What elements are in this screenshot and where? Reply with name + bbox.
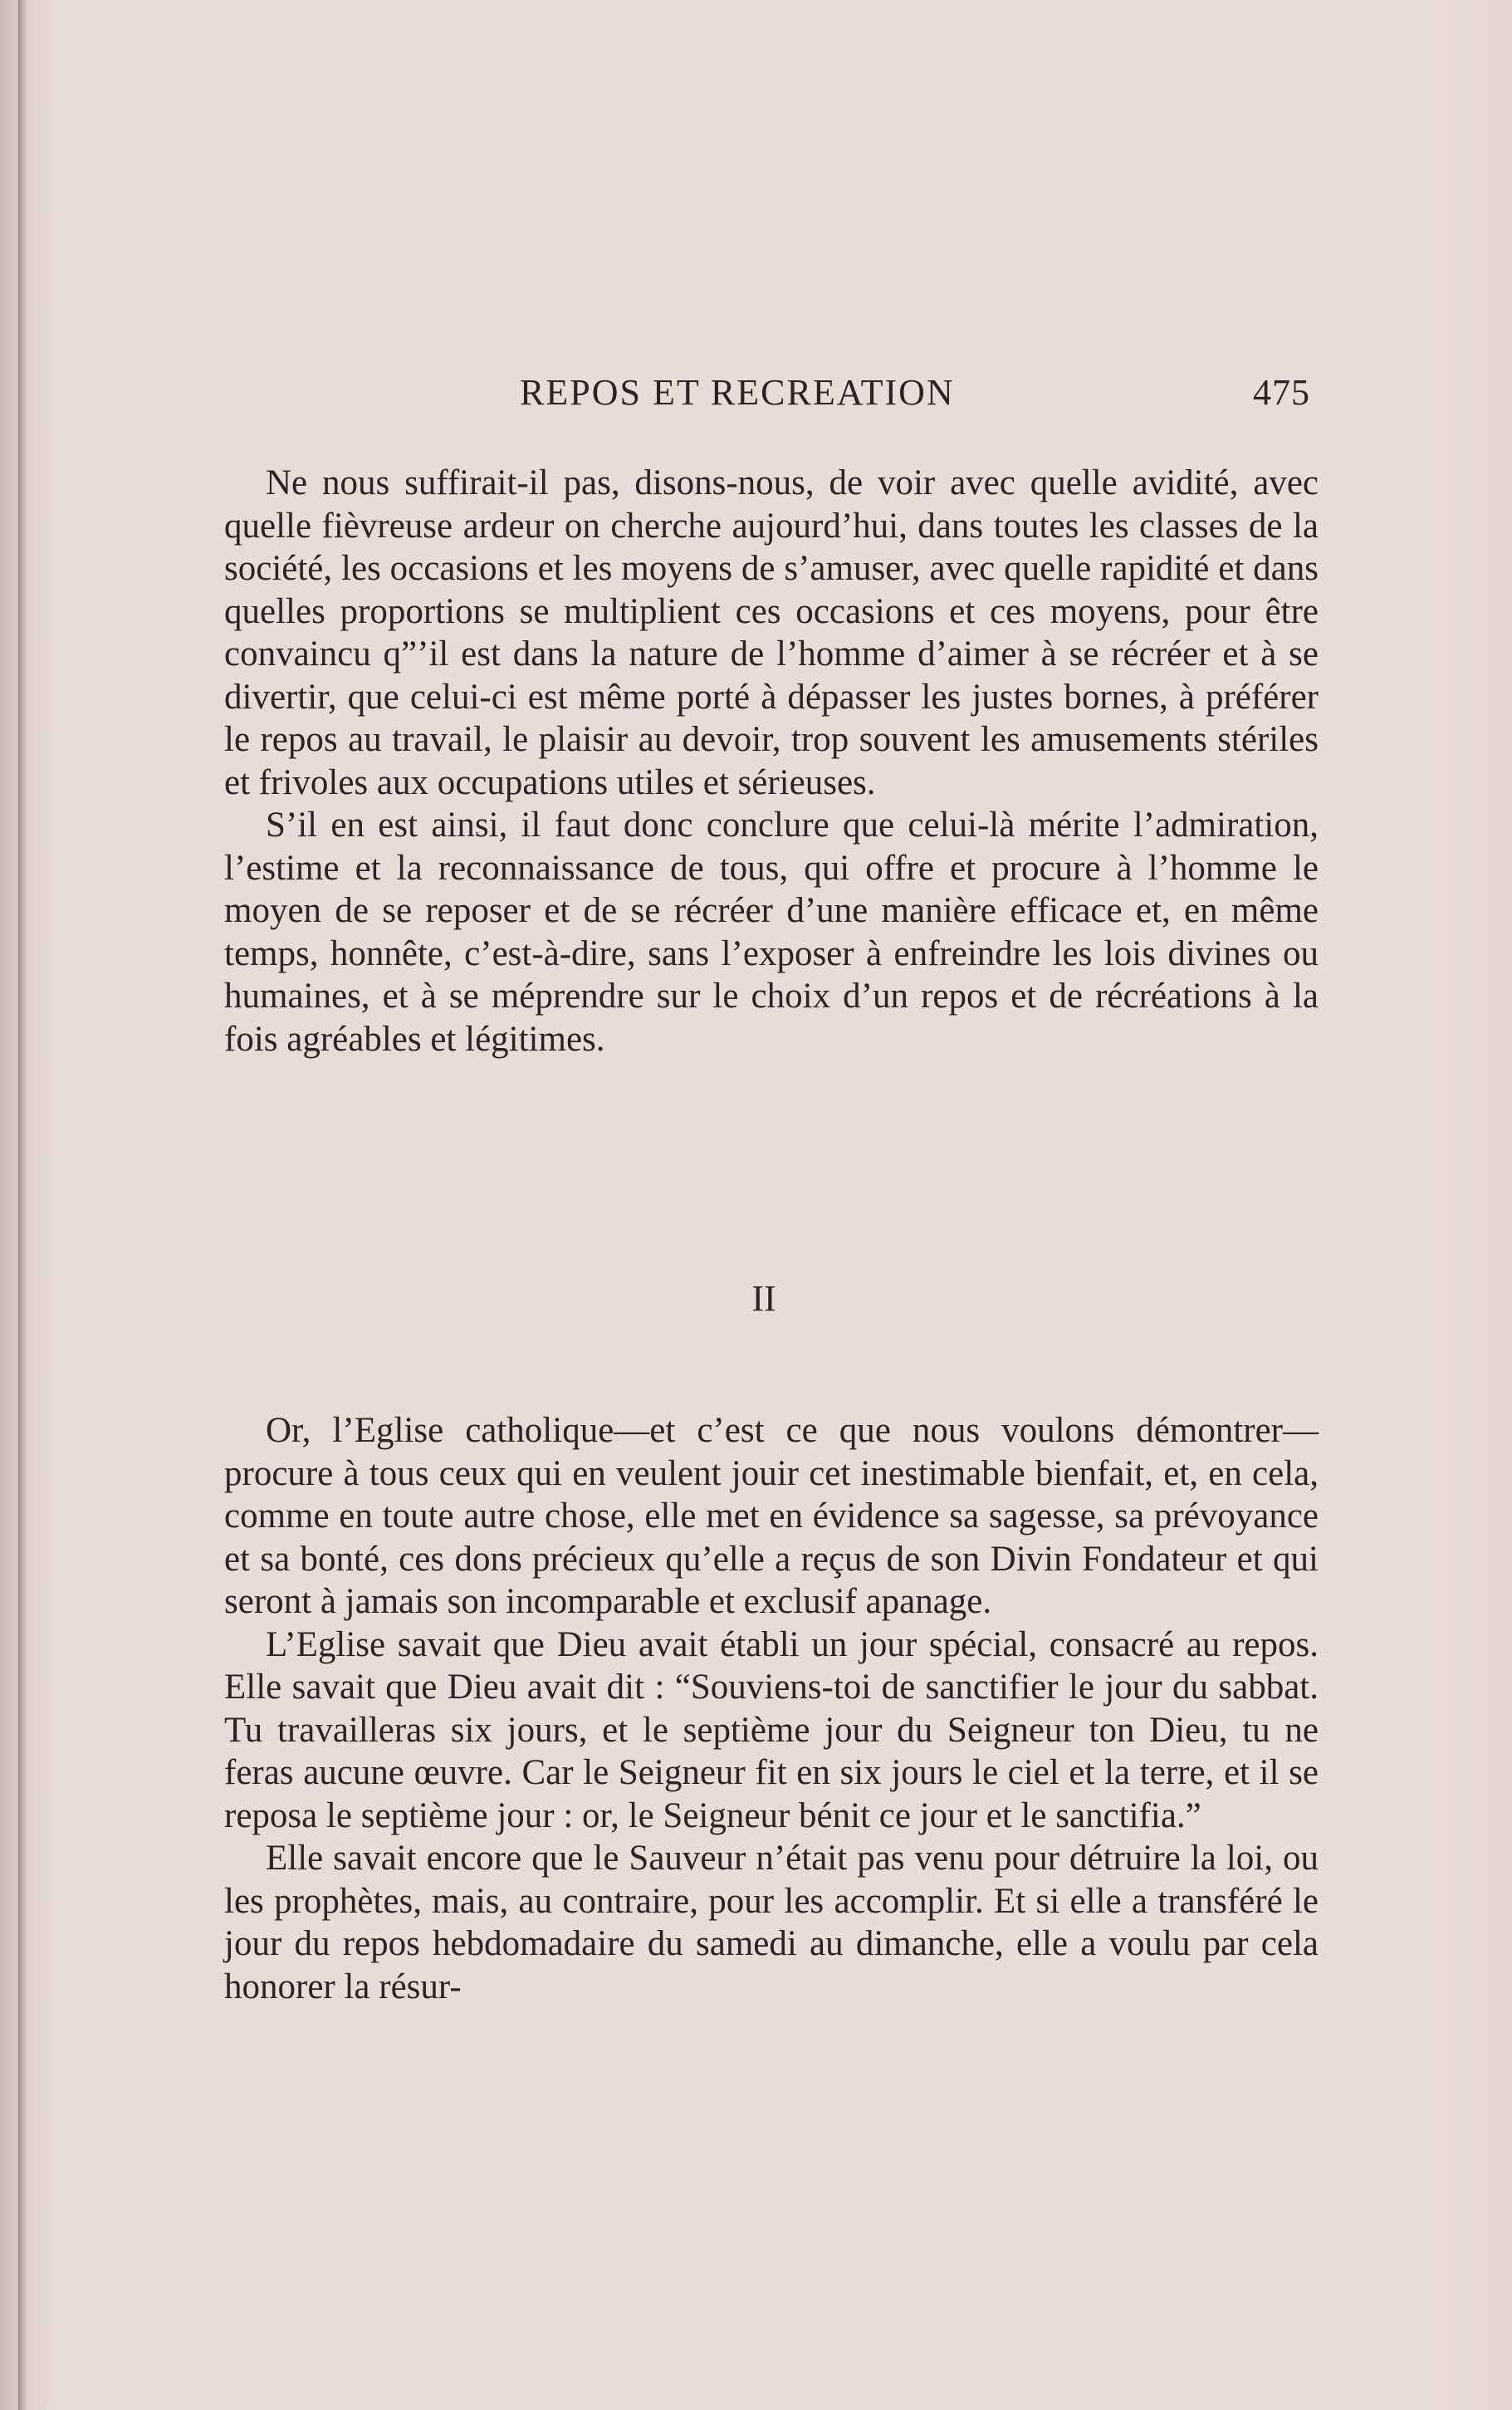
paragraph: Ne nous suffirait-il pas, disons-nous, de voir avec quelle avidité, avec quelle fièvreuse ardeur on cherche aujourd’hui, dans toutes les classes de la société, les occasions et les moyens de s’amuser, avec quelle rapidité et dans quelles proportions se multiplient ces occasions et ces moyens, pour être convaincu q”’il est dans la nature de l’homme d’aimer à se récréer et à se divertir, que celui-ci est même porté à dépasser les justes bornes, à préférer le repos au travail, le plaisir au devoir, trop souvent les amusements stériles et frivoles aux occupations utiles et sérieuses.: [224, 463, 1319, 802]
page-header: [249, 371, 1329, 421]
page-number: 475: [1253, 372, 1310, 413]
running-title: REPOS ET RECREATION: [520, 372, 955, 413]
paragraph: Or, l’Eglise catholique—et c’est ce que nous voulons démontrer—procure à tous ceux qui en veulent jouir cet inestimable bienfait, et, en cela, comme en toute autre chose, elle met en évidence sa sagesse, sa prévoyance et sa bonté, ces dons précieux qu’elle a reçus de son Divin Fondateur et qui seront à jamais son incomparable et exclusif apanage.: [224, 1411, 1319, 1621]
paragraph: L’Eglise savait que Dieu avait établi un jour spécial, consacré au repos. Elle savait que Dieu avait dit : “Souviens-toi de sanctifier le jour du sabbat. Tu travailleras six jours, et le septième jour du Seigneur ton Dieu, tu ne feras aucune œuvre. Car le Seigneur fit en six jours le ciel et la terre, et il se reposa le septième jour : or, le Seigneur bénit ce jour et le sanctifia.”: [224, 1624, 1319, 1835]
paragraph: Elle savait encore que le Sauveur n’était pas venu pour détruire la loi, ou les prophètes, mais, au contraire, pour les accomplir. Et si elle a transféré le jour du repos hebdomadaire du samedi au dimanche, elle a voulu par cela honorer la résur-: [224, 1839, 1319, 2006]
section-heading: II: [751, 1278, 776, 1319]
page-binding-edge: [18, 0, 27, 2410]
paragraph: S’il en est ainsi, il faut donc conclure que celui-là mérite l’admiration, l’estime et la reconnaissance de tous, qui offre et procure à l’homme le moyen de se reposer et de se récréer d’une manière efficace et, en même temps, honnête, c’est-à-dire, sans l’exposer à enfreindre les lois divines ou humaines, et à se méprendre sur le choix d’un repos et de récréations à la fois agréables et légitimes.: [224, 806, 1319, 1059]
text-block-part-1: [224, 462, 1319, 1060]
text-block-part-2: [224, 1409, 1319, 2008]
